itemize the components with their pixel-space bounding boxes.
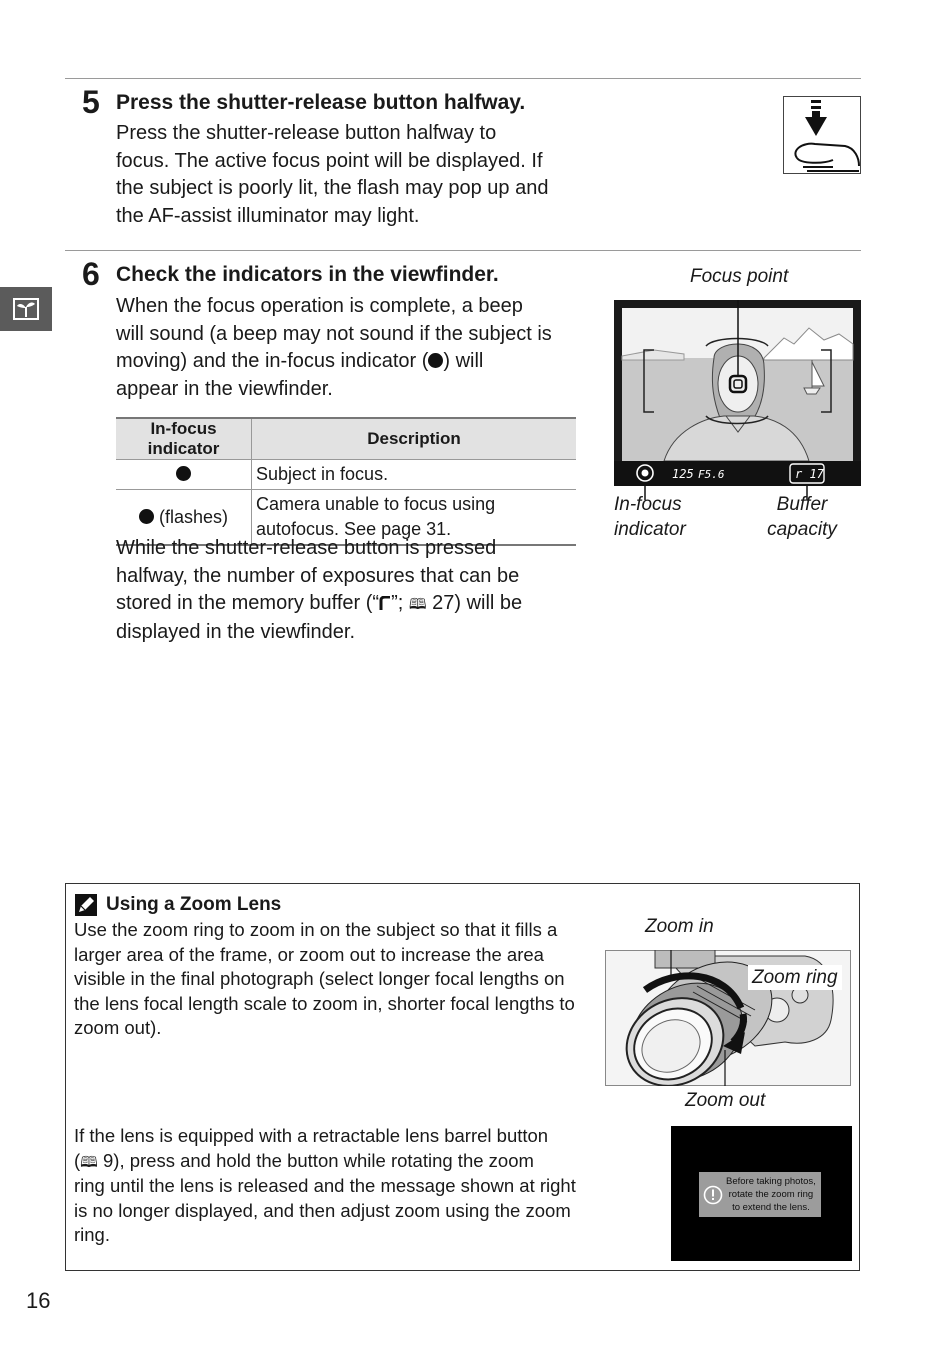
- chapter-tab: [0, 287, 52, 331]
- buffer-line: While the shutter-release button is pressed: [116, 537, 497, 559]
- buffer-line: halfway, the number of exposures that can be: [116, 564, 520, 587]
- in-focus-indicator-label: In-focus indicator: [614, 494, 686, 540]
- table-cell-indicator: (flashes): [116, 490, 252, 546]
- note-title: Using a Zoom Lens: [106, 894, 282, 915]
- message-panel: [699, 1172, 821, 1217]
- table-header: Description: [252, 418, 577, 460]
- step-5-line: Press the shutter-release button halfway to: [116, 122, 497, 144]
- step-5-line: the subject is poorly lit, the flash may pop up and: [116, 177, 549, 199]
- step-6-number: 6: [82, 256, 100, 292]
- table-header: In-focus indicator: [116, 418, 252, 460]
- camera-message-screen: [671, 1126, 852, 1261]
- table-row: [116, 460, 576, 490]
- table-header-row: [116, 418, 576, 460]
- step-divider: [65, 250, 861, 251]
- zoom-ring-label: Zoom ring: [748, 965, 842, 990]
- note-paragraph-2: If the lens is equipped with a retractable lens barrel button (🕮 9), press and hold the button while rotating the zoom ring until the lens is released and the message shown at right is no longer displayed, and then adjust zoom using the zoom ring.: [74, 1125, 576, 1246]
- note-paragraph-1: Use the zoom ring to zoom in on the subject so that it fills a larger area of the frame, or zoom out to increase the area visible in the final photograph (select longer focal lengths on the lens focal length scale to zoom in, shorter focal lengths to zoom out).: [74, 919, 575, 1039]
- step-5-line: the AF-assist illuminator may light.: [116, 204, 420, 227]
- table-cell-indicator: [116, 460, 252, 490]
- buffer-capacity-label: Buffer capacity: [767, 494, 837, 540]
- shutter-speed-readout: 125: [672, 467, 694, 481]
- in-focus-indicator-table: [116, 417, 576, 546]
- sprout-icon: [13, 298, 39, 320]
- pencil-note-icon: [74, 893, 98, 917]
- step-6-line: appear in the viewfinder.: [116, 377, 333, 400]
- shutter-half-press-icon: [783, 96, 861, 174]
- buffer-readout: r 17: [795, 467, 824, 481]
- book-icon: 🕮: [408, 595, 427, 613]
- book-icon: 🕮: [80, 1152, 98, 1171]
- buffer-r-symbol-icon: [379, 596, 391, 610]
- table-cell-description: Subject in focus.: [252, 460, 577, 490]
- aperture-readout: F5.6: [698, 468, 725, 481]
- buffer-line: stored in the memory buffer (“ ”; 🕮 27) will be: [116, 592, 523, 614]
- warning-icon: [703, 1185, 723, 1205]
- focus-point-label: Focus point: [690, 266, 789, 287]
- step-5-text: [116, 120, 586, 230]
- top-divider: [65, 78, 861, 79]
- message-text: Before taking photos, rotate the zoom ring to extend the lens.: [726, 1176, 816, 1213]
- step-6-line: moving) and the in-focus indicator ( ) will: [116, 350, 484, 372]
- step-6-line: will sound (a beep may not sound if the subject is: [116, 322, 552, 345]
- page-number: 16: [26, 1288, 51, 1313]
- in-focus-dot-icon: [176, 466, 191, 481]
- step-5-number: 5: [82, 84, 100, 120]
- zoom-out-label: Zoom out: [685, 1090, 766, 1111]
- step-5-line: focus. The active focus point will be displayed. If: [116, 149, 543, 172]
- in-focus-dot-icon: [428, 353, 443, 368]
- zoom-in-label: Zoom in: [645, 916, 714, 937]
- step-5-title: Press the shutter-release button halfway.: [116, 91, 526, 114]
- viewfinder-illustration: [614, 300, 861, 486]
- buffer-text: [116, 535, 586, 646]
- step-6-text: [116, 293, 586, 403]
- step-6-line: When the focus operation is complete, a beep: [116, 295, 523, 317]
- buffer-line: displayed in the viewfinder.: [116, 620, 356, 643]
- in-focus-dot-icon: [139, 509, 154, 524]
- table-cell-description: Camera unable to focus using autofocus. See page 31.: [252, 490, 577, 546]
- step-6-title: Check the indicators in the viewfinder.: [116, 263, 499, 286]
